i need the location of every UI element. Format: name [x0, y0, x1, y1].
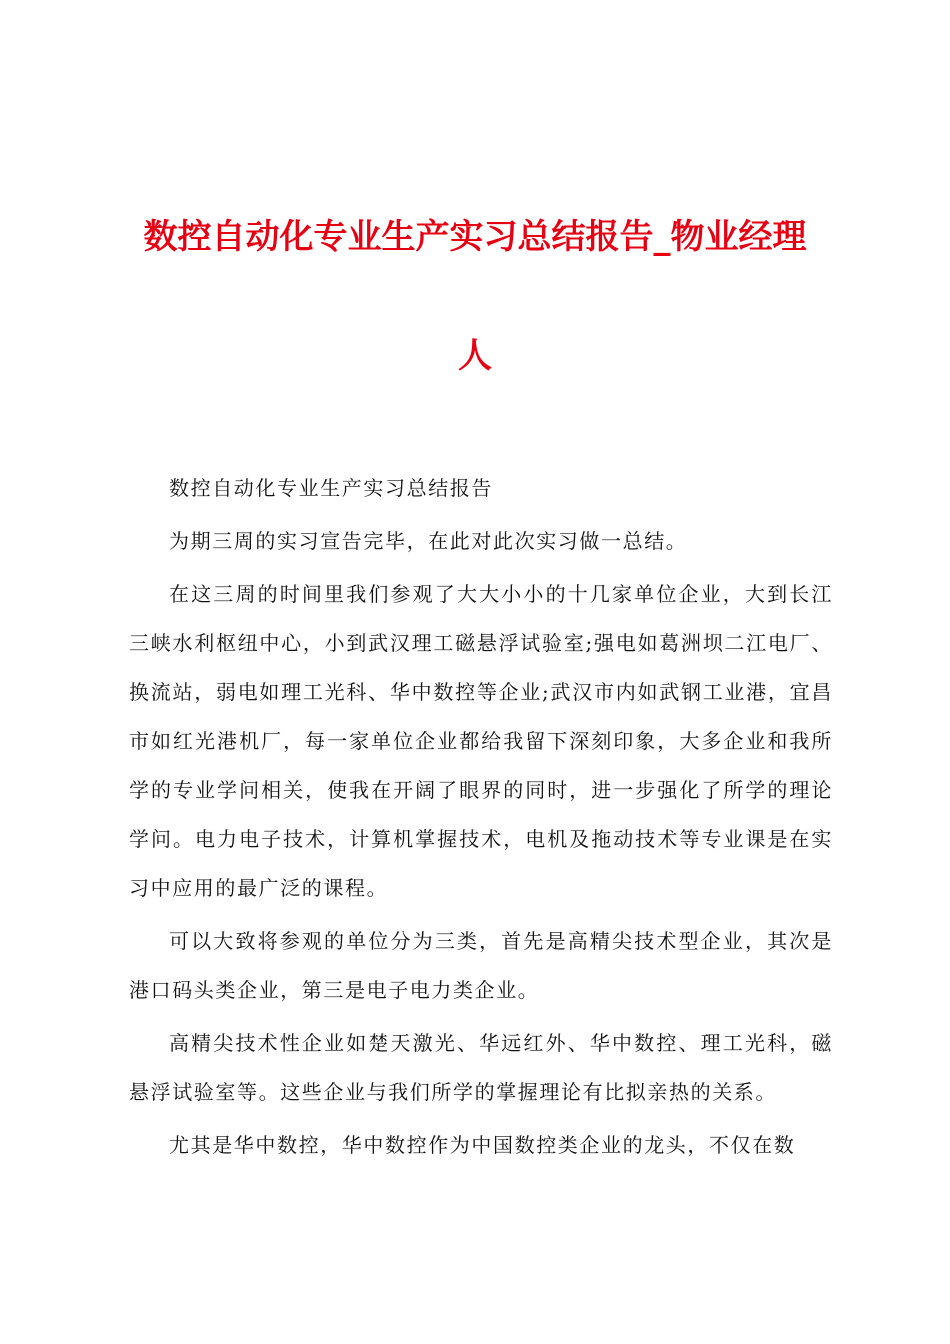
- paragraph: 为期三周的实习宣告完毕，在此对此次实习做一总结。: [169, 529, 688, 553]
- paragraph: 可以大致将参观的单位分为三类，首先是高精尖技术型企业，其次是港口码头类企业，第三是电子电力类企业。: [129, 929, 833, 1002]
- document-title-line-1: 数控自动化专业生产实习总结报告_物业经理: [143, 217, 807, 257]
- document-body: [129, 464, 833, 1174]
- paragraph-subtitle: 数控自动化专业生产实习总结报告: [169, 476, 493, 500]
- document-title-line-2: 人: [458, 336, 492, 376]
- paragraph: 高精尖技术性企业如楚天激光、华远红外、华中数控、理工光科，磁悬浮试验室等。这些企业与我们所学的掌握理论有比拟亲热的关系。: [129, 1031, 833, 1104]
- paragraph: 尤其是华中数控，华中数控作为中国数控类企业的龙头，不仅在数: [169, 1133, 796, 1157]
- paragraph: 在这三周的时间里我们参观了大大小小的十几家单位企业，大到长江三峡水利枢纽中心，小到武汉理工磁悬浮试验室;强电如葛洲坝二江电厂、换流站，弱电如理工光科、华中数控等企业;武汉市内如武钢工业港，宜昌市如红光港机厂，每一家单位企业都给我留下深刻印象，大多企业和我所学的专业学问相关，使我在开阔了眼界的同时，进一步强化了所学的理论学问。电力电子技术，计算机掌握技术，电机及拖动技术等专业课是在实习中应用的最广泛的课程。: [129, 582, 833, 900]
